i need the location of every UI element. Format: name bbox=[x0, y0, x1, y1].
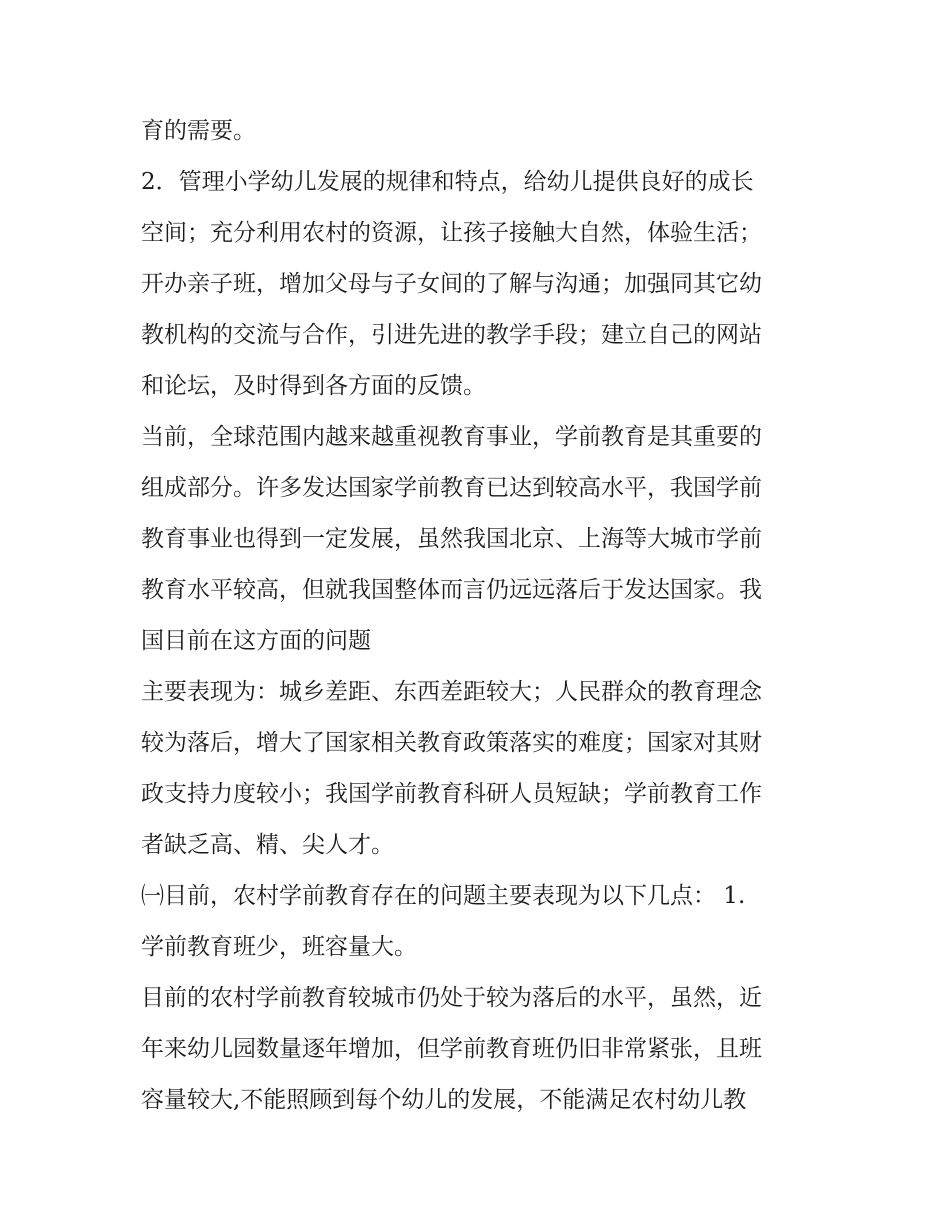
text-line: 2．管理小学幼儿发展的规律和特点，给幼儿提供良好的成长 bbox=[141, 169, 754, 195]
text-line: 者缺乏高、精、尖人才。 bbox=[141, 832, 394, 858]
text-line: 政支持力度较小；我国学前教育科研人员短缺；学前教育工作 bbox=[141, 781, 762, 807]
text-line: 目前的农村学前教育较城市仍处于较为落后的水平，虽然，近 bbox=[141, 985, 762, 1011]
document-body bbox=[141, 106, 821, 1126]
text-line: 主要表现为：城乡差距、东西差距较大；人民群众的教育理念 bbox=[141, 679, 762, 705]
text-line: 组成部分。许多发达国家学前教育已达到较高水平，我国学前 bbox=[141, 475, 762, 501]
text-line: 开办亲子班，增加父母与子女间的了解与沟通；加强同其它幼 bbox=[141, 271, 762, 297]
text-line: 当前，全球范围内越来越重视教育事业，学前教育是其重要的 bbox=[141, 424, 762, 450]
text-line: 和论坛，及时得到各方面的反馈。 bbox=[141, 373, 486, 399]
text-line: 空间；充分利用农村的资源，让孩子接触大自然，体验生活； bbox=[141, 220, 762, 246]
text-line: ㈠目前，农村学前教育存在的问题主要表现为以下几点： 1. bbox=[141, 883, 746, 909]
text-line: 年来幼儿园数量逐年增加，但学前教育班仍旧非常紧张，且班 bbox=[141, 1036, 762, 1062]
text-line: 教机构的交流与合作，引进先进的教学手段；建立自己的网站 bbox=[141, 322, 762, 348]
text-line: 教育事业也得到一定发展，虽然我国北京、上海等大城市学前 bbox=[141, 526, 762, 552]
text-line: 育的需要。 bbox=[141, 118, 256, 144]
text-line: 学前教育班少，班容量大。 bbox=[141, 934, 417, 960]
text-line: 国目前在这方面的问题 bbox=[141, 628, 371, 654]
text-line: 容量较大,不能照顾到每个幼儿的发展，不能满足农村幼儿教 bbox=[141, 1087, 747, 1113]
text-line: 教育水平较高，但就我国整体而言仍远远落后于发达国家。我 bbox=[141, 577, 762, 603]
text-line: 较为落后，增大了国家相关教育政策落实的难度；国家对其财 bbox=[141, 730, 762, 756]
